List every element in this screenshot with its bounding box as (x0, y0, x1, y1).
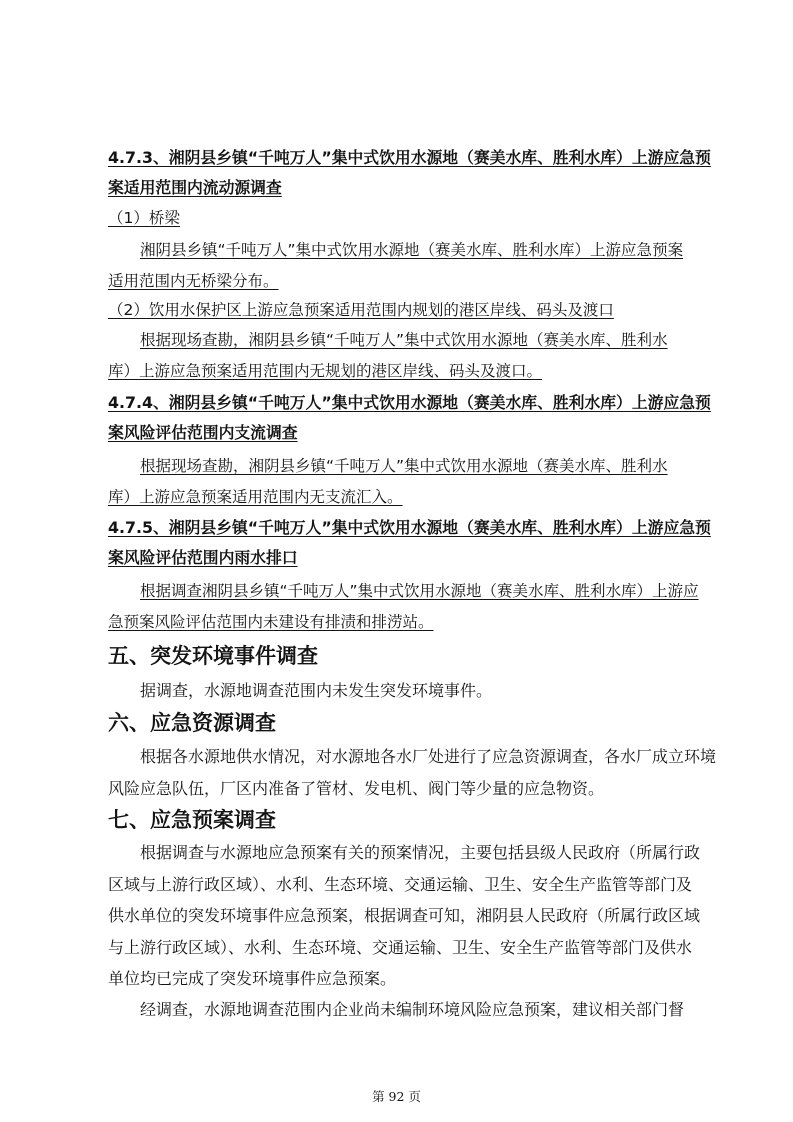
bridge-paragraph (108, 235, 688, 297)
section-4-7-4-heading (108, 388, 711, 448)
paragraph-line: 根据现场查勘，湘阴县乡镇“千吨万人”集中式饮用水源地（赛美水库、胜利水 (140, 331, 668, 349)
chapter-7-paragraph-2 (108, 994, 688, 1026)
paragraph-line: 与上游行政区域）、水利、生态环境、交通运输、卫生、安全生产监管等部门及供水 (108, 937, 693, 957)
heading-line: 案适用范围内流动源调查 (108, 178, 282, 197)
paragraph-line: 风险应急队伍，厂区内准备了管材、发电机、阀门等少量的应急物资。 (108, 778, 605, 798)
paragraph-line: 根据调查与水源地应急预案有关的预案情况，主要包括县级人民政府（所属行政 (140, 843, 701, 862)
paragraph-line: 供水单位的突发环境事件应急预案，根据调查可知，湘阴县人民政府（所属行政区域 (108, 906, 701, 925)
paragraph-line: 根据各水源地供水情况，对水源地各水厂处进行了应急资源调查，各水厂成立环境 (140, 747, 717, 766)
chapter-5-paragraph (108, 675, 688, 707)
tributary-paragraph (108, 451, 688, 513)
paragraph-line: 单位均已完成了突发环境事件应急预案。 (108, 969, 397, 988)
paragraph-line: 据调查，水源地调查范围内未发生突发环境事件。 (140, 681, 493, 700)
heading-line: 4.7.3、湘阴县乡镇“千吨万人”集中式饮用水源地（赛美水库、胜利水库）上游应急预 (108, 148, 711, 167)
heading-line: 4.7.4、湘阴县乡镇“千吨万人”集中式饮用水源地（赛美水库、胜利水库）上游应急预 (108, 393, 711, 412)
chapter-6-heading: 六、应急资源调查 (108, 711, 276, 735)
port-paragraph (108, 325, 688, 387)
page-number: 第 92 页 (372, 1089, 421, 1104)
paragraph-line: 区域与上游行政区域）、水利、生态环境、交通运输、卫生、安全生产监管等部门及 (108, 874, 693, 894)
paragraph-line: 适用范围内无桥梁分布。 (108, 272, 279, 290)
paragraph-line: 根据现场查勘，湘阴县乡镇“千吨万人”集中式饮用水源地（赛美水库、胜利水 (140, 457, 668, 475)
rain-outlet-paragraph (108, 576, 699, 638)
heading-line: 案风险评估范围内雨水排口 (108, 548, 298, 567)
paragraph-line: 湘阴县乡镇“千吨万人”集中式饮用水源地（赛美水库、胜利水库）上游应急预案 (140, 241, 684, 259)
port-sub-label: （2）饮用水保护区上游应急预案适用范围内规划的港区岸线、码头及渡口 (108, 301, 614, 319)
paragraph-line: 急预案风险评估范围内未建设有排渍和排涝站。 (108, 613, 434, 631)
chapter-5-heading: 五、突发环境事件调查 (108, 644, 318, 668)
paragraph-line: 经调查，水源地调查范围内企业尚未编制环境风险应急预案，建议相关部门督 (140, 1000, 685, 1019)
chapter-6-paragraph (108, 741, 717, 804)
paragraph-line: 根据调查湘阴县乡镇“千吨万人”集中式饮用水源地（赛美水库、胜利水库）上游应 (140, 582, 699, 600)
paragraph-line: 库）上游应急预案适用范围内无支流汇入。 (108, 488, 403, 506)
section-4-7-5-heading (108, 513, 711, 573)
heading-line: 4.7.5、湘阴县乡镇“千吨万人”集中式饮用水源地（赛美水库、胜利水库）上游应急预 (108, 518, 711, 537)
chapter-7-paragraph (108, 837, 701, 995)
chapter-7-heading: 七、应急预案调查 (108, 808, 276, 832)
heading-line: 案风险评估范围内支流调查 (108, 423, 298, 442)
section-4-7-3-heading (108, 143, 711, 203)
bridge-sub-label: （1）桥梁 (108, 209, 180, 227)
paragraph-line: 库）上游应急预案适用范围内无规划的港区岸线、码头及渡口。 (108, 362, 543, 380)
